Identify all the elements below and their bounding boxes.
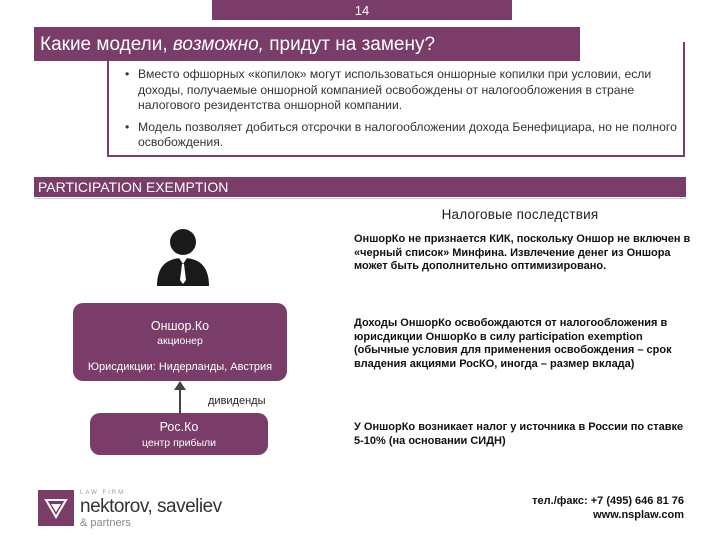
section-title: PARTICIPATION EXEMPTION bbox=[34, 177, 686, 197]
contact-info bbox=[440, 494, 684, 522]
person-icon bbox=[155, 226, 211, 286]
dividend-flow-line bbox=[179, 388, 181, 413]
bullet-item: • Вместо офшорных «копилок» могут использоваться оншорные копилки при условии, если доходы, получаемые оншорной компанией освобождены от налогообложения в стране налогового резидентства оншорной компании. bbox=[116, 67, 681, 114]
bullet-list bbox=[116, 67, 681, 157]
title-emphasis: возможно, bbox=[172, 34, 264, 55]
onshore-jurisdictions: Юрисдикции: Нидерланды, Австрия bbox=[87, 361, 273, 373]
onshore-company-role: акционер bbox=[157, 335, 203, 347]
russian-company-box bbox=[90, 413, 268, 455]
dividend-label: дивиденды bbox=[208, 395, 266, 407]
tax-consequences-heading: Налоговые последствия bbox=[441, 207, 599, 222]
section-divider bbox=[34, 198, 686, 199]
logo-firm-name: nektorov, saveliev bbox=[80, 496, 222, 517]
logo-law-firm-caption: LAW FIRM bbox=[80, 490, 126, 496]
logo-partners: & partners bbox=[80, 517, 131, 529]
consequence-text: У ОншорКо возникает налог у источника в России по ставке 5-10% (на основании СИДН) bbox=[354, 421, 684, 447]
firm-logo bbox=[38, 490, 248, 532]
title-part1: Какие модели, bbox=[40, 34, 173, 55]
contact-phone: тел./факс: +7 (495) 646 81 76 bbox=[532, 495, 684, 507]
slide-title bbox=[34, 27, 580, 61]
contact-website: www.nsplaw.com bbox=[593, 509, 684, 521]
title-part2: придут на замену? bbox=[263, 34, 436, 55]
onshore-company-box bbox=[73, 303, 287, 381]
bullet-item: • Модель позволяет добиться отсрочки в налогообложении дохода Бенефициара, но не полного освобождения. bbox=[116, 120, 681, 151]
page-number: 14 bbox=[212, 0, 512, 20]
consequence-text: Доходы ОншорКо освобождаются от налогообложения в юрисдикции ОншорКо в силу participation exemption (обычные условия для применения освобождения – срок владения акциями РосКО, иногда – размер вклада) bbox=[354, 317, 672, 370]
onshore-company-name: Оншор.Ко bbox=[150, 319, 210, 333]
firm-logo-icon bbox=[38, 490, 74, 526]
russian-company-role: центр прибыли bbox=[141, 437, 217, 449]
consequence-text: ОншорКо не признается КИК, поскольку Оншор не включен в «черный список» Минфина. Извлечение денег из Оншора может быть дополнительно оптимизировано. bbox=[354, 233, 691, 273]
russian-company-name: Рос.Ко bbox=[159, 420, 199, 434]
